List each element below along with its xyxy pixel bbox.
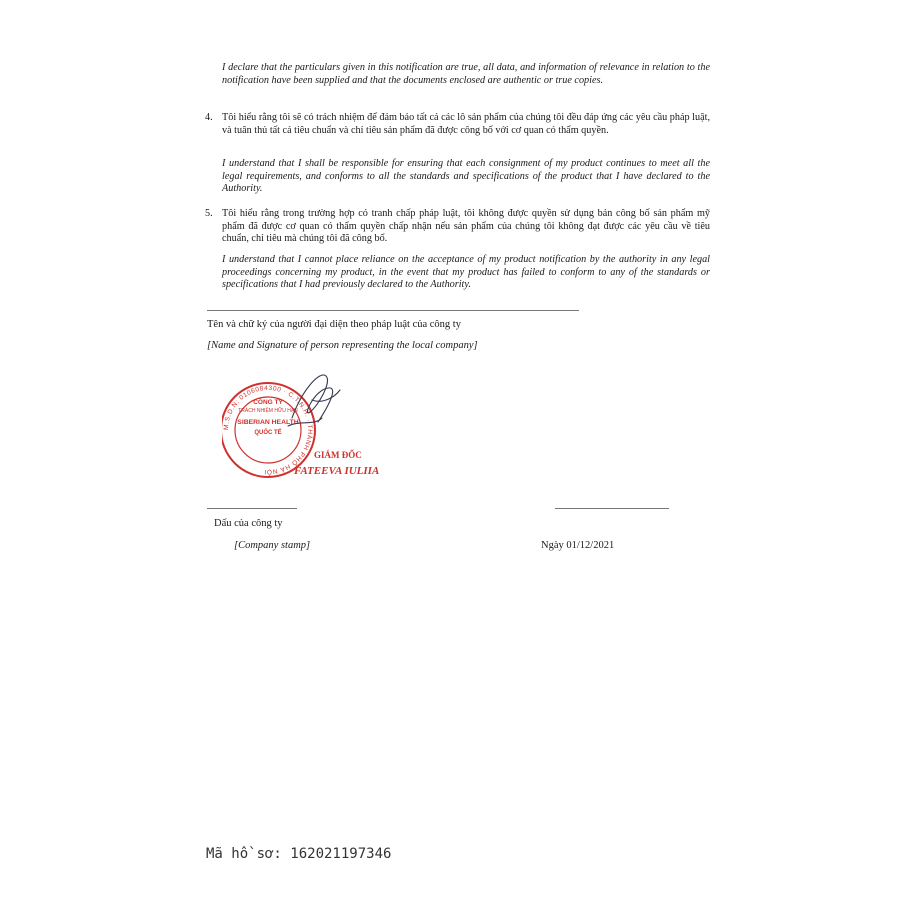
seal-line-4: QUỐC TẾ [254, 430, 282, 436]
signer-title: GIÁM ĐỐC [314, 450, 362, 460]
signature-label-vi: Tên và chữ ký của người đại diện theo pháp luật của công ty [207, 319, 461, 330]
item-4-vi [205, 112, 710, 137]
company-stamp-label-en: [Company stamp] [234, 540, 311, 551]
item-5-vi [205, 208, 710, 246]
date-line [555, 508, 669, 509]
signer-name: FATEEVA IULIIA [294, 465, 380, 477]
company-seal-icon [222, 360, 412, 482]
seal-line-1: CÔNG TY [253, 399, 283, 406]
company-stamp-label-vi: Dấu của công ty [214, 518, 283, 529]
declaration-en: I declare that the particulars given in this notification are true, all data, and information of relevance in relation to the notification have been supplied and that the documents enclosed are authentic or true copies. [222, 62, 710, 86]
seal-line-2: TRÁCH NHIỆM HỮU HẠN [238, 408, 298, 414]
item-5-en: I understand that I cannot place reliance on the acceptance of my product notification by the authority in any legal proceedings concerning my product, in the event that my product has failed to conform to any of the standards or specifications that I had previously declared to the Authority. [222, 254, 710, 291]
item-4-vi-text: Tôi hiểu rằng tôi sẽ có trách nhiệm để đảm bảo tất cả các lô sản phẩm của chúng tôi đều đáp ứng các yêu cầu pháp luật, và tuân thủ tất cả tiêu chuẩn và chỉ tiêu sản phẩm đã được công bố với cơ quan có thẩm quyền. [222, 112, 710, 136]
item-4-en: I understand that I shall be responsible for ensuring that each consignment of my product continues to meet all the legal requirements, and conforms to all the standards and specifications of the product that I have declared to the Authority. [222, 158, 710, 195]
dossier-code: Mã hồ sơ: 162021197346 [206, 846, 392, 862]
seal-ring-text: M.S.D.N: 0106084300 · C.T.N.H. · THÀNH PHỐ HÀ NỘI [222, 384, 314, 476]
item-5-number: 5. [205, 208, 213, 219]
document-date: Ngày 01/12/2021 [541, 540, 615, 551]
company-seal-and-signature [222, 360, 412, 482]
item-5-vi-text: Tôi hiểu rằng trong trường hợp có tranh chấp pháp luật, tôi không được quyền sử dụng bản công bố sản phẩm mỹ phẩm đã được cơ quan có thẩm quyền chấp nhận nếu sản phẩm của chúng tôi không đạt được các yêu cầu về tiêu chuẩn, chỉ tiêu mà chúng tôi đã công bố. [222, 208, 710, 245]
signature-label-en: [Name and Signature of person representing the local company] [207, 340, 478, 351]
separator-line [207, 310, 579, 311]
item-4-number: 4. [205, 112, 213, 123]
seal-line-3: SIBERIAN HEALTH [237, 419, 299, 426]
stamp-line [207, 508, 297, 509]
